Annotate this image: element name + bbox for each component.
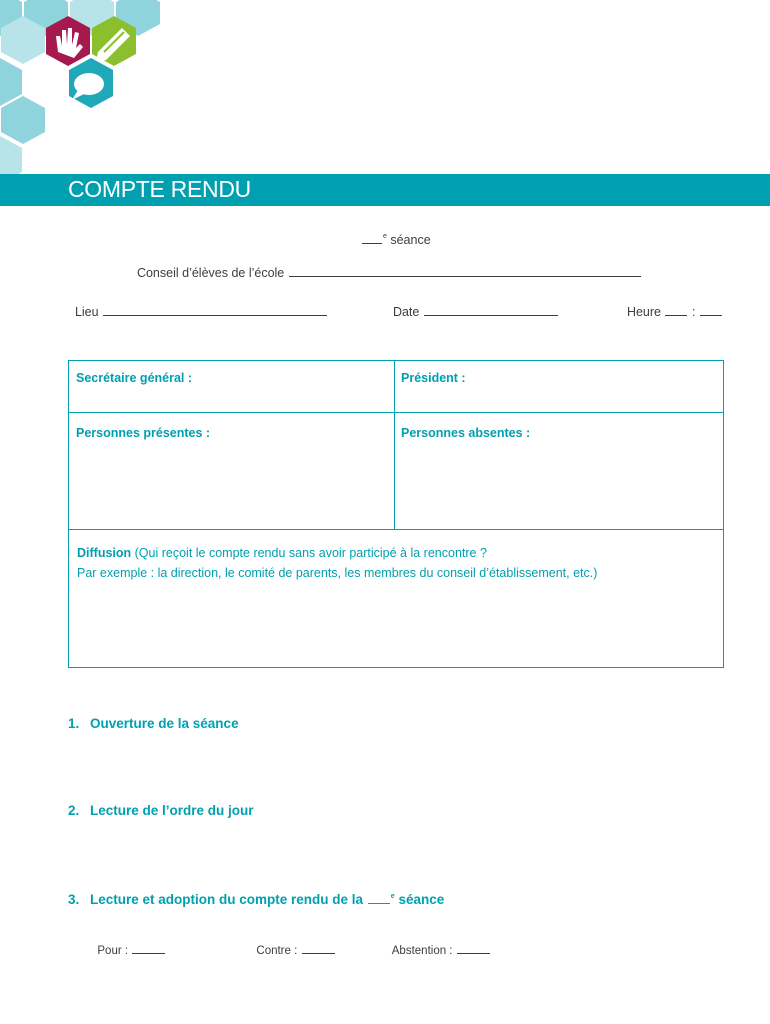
title-bar bbox=[0, 174, 770, 206]
date-label: Date bbox=[392, 305, 420, 319]
seance-label: séance bbox=[390, 233, 431, 247]
heure-line bbox=[620, 290, 723, 319]
pour-blank[interactable] bbox=[132, 942, 165, 954]
section-title: Lecture et adoption du compte rendu de la bbox=[90, 892, 364, 907]
president-label: Président : bbox=[401, 371, 466, 385]
vote-pour bbox=[91, 930, 166, 957]
contre-label: Contre : bbox=[256, 945, 298, 957]
section-number: 2. bbox=[68, 803, 80, 818]
diffusion-note-1: (Qui reçoit le compte rendu sans avoir participé à la rencontre ? bbox=[131, 546, 487, 560]
seance-ref-blank[interactable] bbox=[368, 892, 390, 904]
secretaire-label: Secrétaire général : bbox=[76, 371, 193, 385]
diffusion-note-2: Par exemple : la direction, le comité de parents, les membres du conseil d’établissement, etc.) bbox=[77, 566, 598, 580]
vote-contre bbox=[250, 930, 336, 957]
heure-label: Heure bbox=[626, 305, 661, 319]
section-1 bbox=[68, 716, 239, 731]
info-table bbox=[68, 360, 724, 668]
conseil-line bbox=[130, 251, 642, 280]
logo-hexagons bbox=[0, 0, 170, 175]
page-title: COMPTE RENDU bbox=[68, 176, 251, 202]
absentes-label: Personnes absentes : bbox=[401, 426, 531, 440]
diffusion-line-1 bbox=[77, 543, 597, 563]
abstention-label: Abstention : bbox=[391, 945, 453, 957]
section-3 bbox=[68, 892, 444, 907]
conseil-label: Conseil d’élèves de l’école bbox=[136, 266, 285, 280]
hexagon-decor bbox=[1, 96, 45, 144]
table-divider bbox=[69, 412, 723, 413]
section-number: 3. bbox=[68, 892, 80, 907]
pour-label: Pour : bbox=[97, 945, 129, 957]
date-blank[interactable] bbox=[424, 304, 558, 316]
section-title: Ouverture de la séance bbox=[90, 716, 239, 731]
diffusion-text bbox=[77, 543, 597, 583]
presentes-label: Personnes présentes : bbox=[76, 426, 211, 440]
seance-number-blank[interactable] bbox=[362, 232, 382, 244]
section-title-end: séance bbox=[398, 892, 445, 907]
section-number: 1. bbox=[68, 716, 80, 731]
date-line bbox=[386, 290, 559, 319]
heure-minutes-blank[interactable] bbox=[700, 304, 722, 316]
abstention-blank[interactable] bbox=[457, 942, 490, 954]
section-2 bbox=[68, 803, 254, 818]
speech-bubble-icon bbox=[69, 58, 113, 108]
lieu-blank[interactable] bbox=[103, 304, 327, 316]
ecole-blank[interactable] bbox=[289, 265, 641, 277]
lieu-line bbox=[68, 290, 328, 319]
seance-suffix: e bbox=[382, 233, 387, 240]
heure-separator: : bbox=[691, 305, 696, 319]
table-divider bbox=[394, 361, 395, 529]
table-divider bbox=[69, 529, 723, 530]
contre-blank[interactable] bbox=[302, 942, 335, 954]
diffusion-label: Diffusion bbox=[77, 546, 132, 560]
section-title: Lecture de l’ordre du jour bbox=[90, 803, 254, 818]
lieu-label: Lieu bbox=[74, 305, 99, 319]
heure-hours-blank[interactable] bbox=[665, 304, 687, 316]
seance-line bbox=[354, 218, 431, 247]
vote-abstention bbox=[386, 930, 491, 957]
hexagon-decor bbox=[0, 136, 22, 175]
section-suffix: e bbox=[390, 893, 395, 900]
